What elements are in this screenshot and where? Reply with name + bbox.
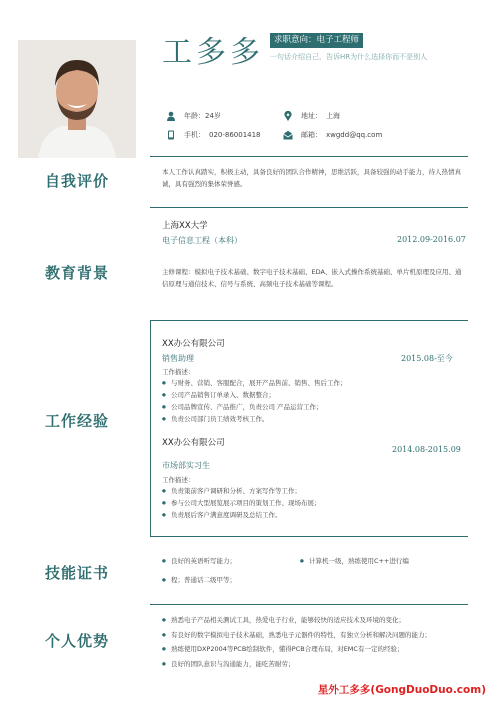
list-item: ● 有良好的数字模拟电子技术基础，熟悉电子元器件的特性，有独立分析和解决问题的能力； <box>162 629 431 644</box>
job2-duties <box>162 486 320 522</box>
list-item: ● 良好的团队意识与沟通能力，能吃苦耐劳； <box>162 658 431 673</box>
job2-role: 市场部实习生 <box>162 461 210 470</box>
phone-row <box>166 130 261 140</box>
address-value: 上海 <box>326 112 340 120</box>
school-name: 上海XX大学 <box>162 221 208 231</box>
job2-company: XX办公有限公司 <box>162 438 225 448</box>
candidate-name: 工多多 <box>162 35 264 70</box>
work-vertical-rule <box>150 320 151 536</box>
list-item: ● 熟悉电子产品相关测试工具，热爱电子行业，能够较快的适应技术及环境的变化； <box>162 614 431 629</box>
age-row <box>166 111 221 121</box>
education-title: 教育背景 <box>44 264 109 282</box>
self-eval-text: 本人工作认真踏实，积极主动，具备良好的团队合作精神，思维活跃，具备较强的动手能力，待人热情真诚，具有强烈的集体荣誉感。 <box>162 168 461 188</box>
skills-title: 技能证书 <box>44 564 109 582</box>
list-item: ● 负责策前客户调研和分析、方案写作等工作； <box>162 486 320 498</box>
skills-list-cont <box>162 575 236 587</box>
job-intent-badge: 求职意向：电子工程师 <box>270 33 363 48</box>
job1-duties <box>162 378 346 426</box>
list-item: ● 参与公司大型展览展示项目的策划工作、现场布展； <box>162 498 320 510</box>
profile-photo <box>18 40 136 158</box>
address-label: 地址： <box>301 112 322 120</box>
edu-courses: 主修课程：模拟电子技术基础、数字电子技术基础、EDA、嵌入式操作系统基础、单片机原理及应用、通信原理与通信技术、信号与系统、高频电子技术基础等课程。 <box>162 268 462 288</box>
email-row <box>283 130 382 140</box>
strengths-divider <box>150 604 468 605</box>
job1-date: 2015.08-至今 <box>401 354 453 363</box>
skills-list-right <box>300 556 409 568</box>
list-item: ● 熟练使用DXP2004等PCB绘制软件，懂得PCB合理布局，对EMC有一定的经验； <box>162 643 431 658</box>
edu-date: 2012.09-2016.07 <box>397 235 466 244</box>
phone-value: 020-86001418 <box>209 131 261 139</box>
list-item: ● 负责公司部门员工绩效考核工作。 <box>162 414 346 426</box>
skills-list-left <box>162 556 236 568</box>
job2-desc-label: 工作描述： <box>162 476 195 484</box>
list-item: ● 计算机一级，熟练使用C++进行编 <box>300 556 409 568</box>
tagline: 一句话介绍自己，告诉HR为什么选择你而不是别人 <box>270 53 428 61</box>
person-icon <box>166 111 176 121</box>
self-divider <box>150 156 468 157</box>
list-item: ● 程；普通话二级甲等； <box>162 575 236 587</box>
work-divider <box>150 320 468 321</box>
self-eval-title: 自我评价 <box>44 172 109 190</box>
strengths-title: 个人优势 <box>44 632 109 650</box>
phone-label: 手机： <box>184 131 205 139</box>
email-label: 邮箱： <box>301 131 322 139</box>
work-title: 工作经验 <box>44 412 109 430</box>
list-item: ● 公司产品销售订单录入、数据整合； <box>162 390 346 402</box>
address-row <box>283 111 340 121</box>
email-icon <box>283 130 293 140</box>
list-item: ● 公司品牌宣传、产品推广，负责公司 产品运营工作； <box>162 402 346 414</box>
list-item: ● 与财务、营销、客服配合，展开产品售前、销售、售后工作； <box>162 378 346 390</box>
email-value: xwgdd@qq.com <box>326 131 383 139</box>
skills-divider <box>150 536 468 537</box>
job1-role: 销售助理 <box>162 354 194 363</box>
location-pin-icon <box>283 111 293 121</box>
strengths-list <box>162 614 431 672</box>
job1-company: XX办公有限公司 <box>162 339 225 349</box>
phone-icon <box>166 130 176 140</box>
job1-desc-label: 工作描述： <box>162 368 195 376</box>
age-text: 年龄：24岁 <box>184 112 221 120</box>
major: 电子信息工程（本科） <box>162 236 242 245</box>
watermark: 星外工多多(GongDuoDuo.com) <box>317 684 486 696</box>
person-portrait-icon <box>18 40 136 158</box>
list-item: ● 负责展后客户满意度调研及总结工作。 <box>162 510 320 522</box>
edu-divider <box>150 207 468 208</box>
job2-date: 2014.08-2015.09 <box>392 445 461 454</box>
list-item: ● 良好的英语听写能力； <box>162 556 236 568</box>
